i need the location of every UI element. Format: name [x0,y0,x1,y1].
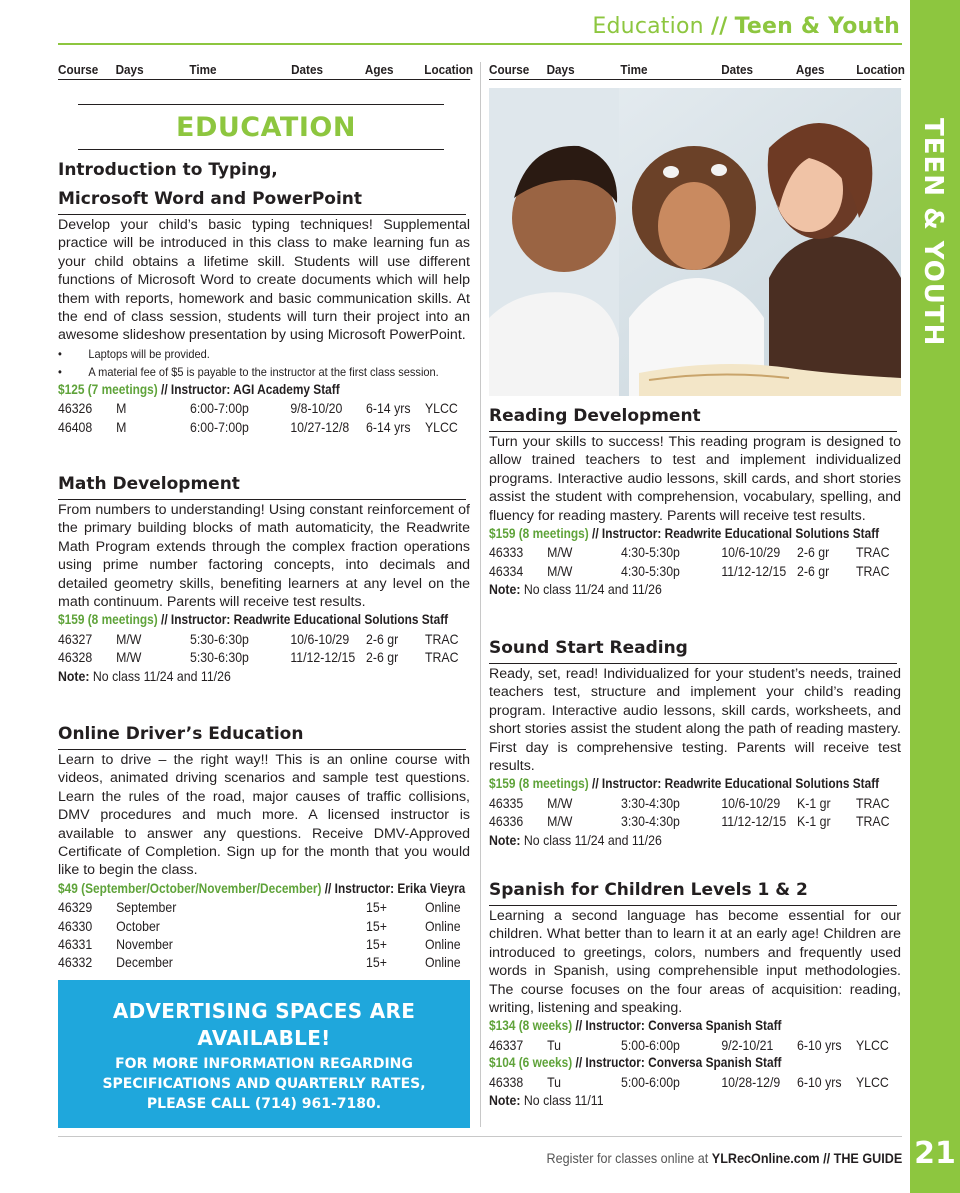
cell-course: 46337 [489,1036,524,1053]
price: $159 (8 meetings) [489,526,589,542]
photo-illustration [489,88,901,396]
column-header-right [489,62,905,80]
schedule-row [489,1073,889,1091]
schedule-row [489,543,890,561]
ad-headline-line1: ADVERTISING SPACES ARE [112,999,416,1023]
cell-time: 6:00-7:00p [190,400,249,417]
course-note [489,580,852,598]
page-footer [546,1150,902,1166]
course-title: Reading Development [489,402,897,432]
footer-rule [58,1136,902,1137]
schedule-row [489,562,890,580]
page-header [592,14,900,39]
cell-course: 46330 [58,917,93,934]
cell-location: YLCC [855,1036,889,1053]
course-sound-start [489,634,901,849]
note-label: Note: [489,831,521,848]
cell-course: 46328 [58,649,93,666]
price-line [58,880,466,898]
cell-days: September [116,899,177,916]
instructor: // Instructor: Readwrite Educational Solutions Staff [588,526,880,542]
cell-dates: 10/6-10/29 [721,794,781,811]
cell-dates: 10/28-12/9 [721,1073,781,1090]
cell-ages: 2-6 gr [797,544,830,561]
col-course: Course [58,62,99,77]
schedule-row [58,418,458,436]
cell-ages: 15+ [366,936,387,953]
course-note [489,1091,852,1109]
cell-ages: 15+ [366,917,387,934]
cell-days: M [116,418,127,435]
cell-location: TRAC [855,562,890,579]
header-subsection: Teen & Youth [734,14,900,39]
price-line [58,381,421,399]
bullet-item: • Laptops will be provided. [58,345,437,363]
cell-days: Tu [547,1073,562,1090]
cell-location: TRAC [424,630,459,647]
col-location: Location [856,62,905,77]
cell-days: December [116,954,173,971]
header-section: Education [592,14,704,39]
cell-time: 4:30-5:30p [621,544,680,561]
cell-course: 46336 [489,813,524,830]
cell-dates: 11/12-12/15 [290,649,356,666]
cell-time: 3:30-4:30p [621,813,680,830]
cell-ages: 15+ [366,899,387,916]
note-label: Note: [489,1092,521,1109]
course-driver [58,720,470,972]
cell-days: M [116,400,127,417]
col-course: Course [489,62,530,77]
col-time: Time [620,62,648,77]
cell-course: 46338 [489,1073,524,1090]
cell-time: 5:30-6:30p [190,630,249,647]
price: $159 (8 meetings) [58,612,158,628]
course-note [58,667,421,685]
cell-ages: K-1 gr [797,813,831,830]
footer-website-link[interactable]: YLRecOnline.com [711,1150,820,1166]
instructor: // Instructor: Conversa Spanish Staff [572,1055,782,1071]
cell-days: M/W [547,562,573,579]
cell-location: YLCC [855,1073,889,1090]
cell-location: TRAC [855,544,890,561]
note-text: No class 11/24 and 11/26 [520,581,662,598]
cell-ages: 6-10 yrs [797,1073,842,1090]
footer-text: Register for classes online at [546,1150,712,1166]
cell-days: M/W [547,794,573,811]
schedule-row [58,935,461,953]
column-divider [480,62,481,1127]
cell-course: 46333 [489,544,524,561]
cell-location: Online [424,917,461,934]
cell-course: 46327 [58,630,93,647]
schedule-row [489,812,890,830]
cell-ages: 2-6 gr [366,649,399,666]
instructor: // Instructor: Readwrite Educational Solutions Staff [157,612,449,628]
course-title: Math Development [58,470,466,500]
price: $125 (7 meetings) [58,381,158,397]
course-title: Introduction to Typing, [58,160,278,180]
course-description: Develop your child’s basic typing techniques! Supplemental practice will be introduced in this class to make learning fun as your child obtains a lifetime skill. Students will use different functions of Microsoft Word to create documents which will help them with reports, homework and basic communication skills. At the end of class session, students will turn their project into an awesome slideshow presentation by using Microsoft PowerPoint. [58,217,470,344]
note-text: No class 11/11 [520,1092,604,1109]
col-time: Time [189,62,217,77]
bullet-item: • A material fee of $5 is payable to the instructor at the first class session. [58,363,437,381]
cell-days: M/W [116,649,142,666]
schedule-row [58,898,461,916]
header-rule [58,43,902,45]
cell-dates: 10/27-12/8 [290,418,350,435]
cell-dates: 10/6-10/29 [290,630,350,647]
ad-subtext [58,1054,470,1114]
cell-course: 46334 [489,562,524,579]
cell-ages: 2-6 gr [797,562,830,579]
cell-location: Online [424,899,461,916]
price: $134 (8 weeks) [489,1018,573,1034]
cell-days: M/W [547,813,573,830]
cell-ages: K-1 gr [797,794,831,811]
course-description: Learning a second language has become essential for our children. What better than to learn it at an early age! Children are introduced to greetings, colors, numbers and frequently used words in Spanish, using comprehensible input methodologies. The course focuses on the four areas of acquisition: reading, writing, listening and speaking. [489,908,901,1017]
course-description: Ready, set, read! Individualized for your student’s needs, trained teachers test, structure and implement your child’s reading program. Interactive audio lessons, skill cards, worksheets, and short stories assist the student along the path of reading mastery. First day is comprehensive testing. Parents will receive test results. [489,666,901,775]
cell-dates: 10/6-10/29 [721,544,781,561]
course-description: Learn to drive – the right way!! This is an online course with videos, animated driving scenarios and sample test questions. Learn the rules of the road, major causes of traffic collisions, DMV procedures and much more. A licensed instructor is available to answer any questions. Receive DMV-Approved Certificate of Completion. Sign up for the month that you would like to begin the class. [58,752,470,879]
course-typing [58,156,470,436]
cell-course: 46329 [58,899,93,916]
price-line [489,525,880,543]
course-title: Spanish for Children Levels 1 & 2 [489,876,897,906]
course-note [489,831,852,849]
col-days: Days [115,62,144,77]
instructor: // Instructor: AGI Academy Staff [157,381,340,397]
cell-location: Online [424,936,461,953]
ad-subtext-line1: FOR MORE INFORMATION REGARDING [115,1056,413,1072]
cell-course: 46331 [58,936,93,953]
side-tab-label: TEEN & YOUTH [918,118,948,347]
schedule-row [58,648,459,666]
cell-ages: 6-14 yrs [366,418,411,435]
schedule-row [58,399,458,417]
note-label: Note: [58,667,90,684]
course-description: Turn your skills to success! This reading program is designed to allow trained teachers to test and implement individualized programs. Interactive audio lessons, skill cards, and short stories assist the student with comprehension, vocabulary, spelling, and fluency for reading mastery. Parents will receive test results. [489,434,901,524]
cell-time: 6:00-7:00p [190,418,249,435]
col-dates: Dates [721,62,754,77]
cell-days: M/W [547,544,573,561]
price-line [489,1017,852,1035]
cell-days: M/W [116,630,142,647]
education-rule-top [78,104,444,105]
cell-time: 5:30-6:30p [190,649,249,666]
price-line [489,775,880,793]
cell-days: Tu [547,1036,562,1053]
course-reading [489,402,901,599]
education-title: EDUCATION [176,112,356,143]
advertising-box [58,980,470,1128]
instructor: // Instructor: Conversa Spanish Staff [572,1018,782,1034]
cell-location: YLCC [424,418,458,435]
cell-dates: 11/12-12/15 [721,813,787,830]
cell-location: TRAC [855,794,890,811]
ad-headline-line2: AVAILABLE! [197,1026,331,1050]
note-text: No class 11/24 and 11/26 [89,667,231,684]
cell-days: October [116,917,160,934]
cell-course: 46332 [58,954,93,971]
price-line [58,611,449,629]
ad-subtext-line3: PLEASE CALL (714) 961-7180. [146,1096,382,1112]
schedule-row [489,794,890,812]
education-rule-bottom [78,149,444,150]
course-title: Online Driver’s Education [58,720,466,750]
cell-time: 5:00-6:00p [621,1036,680,1053]
cell-location: TRAC [424,649,459,666]
col-dates: Dates [291,62,323,77]
cell-time: 5:00-6:00p [621,1073,680,1090]
cell-days: November [116,936,173,953]
schedule-row [489,1036,889,1054]
cell-location: TRAC [855,813,890,830]
ad-subtext-line2: SPECIFICATIONS AND QUARTERLY RATES, [102,1076,426,1092]
cell-course: 46335 [489,794,524,811]
page-number: 21 [914,1136,956,1171]
instructor: // Instructor: Erika Vieyra [321,880,466,896]
price: $159 (8 meetings) [489,776,589,792]
classroom-photo [489,88,901,396]
course-spanish [489,876,901,1109]
cell-time: 3:30-4:30p [621,794,680,811]
column-header-left [58,62,474,80]
price-line [489,1054,852,1072]
cell-location: YLCC [424,400,458,417]
cell-ages: 15+ [366,954,387,971]
cell-dates: 11/12-12/15 [721,562,787,579]
note-label: Note: [489,581,521,598]
schedule-row [58,630,459,648]
course-description: From numbers to understanding! Using constant reinforcement of the primary building blocks of math automaticity, the Readwrite Math Program extends through the complex fraction operations using prime number factoring concepts, into decimals and detailed geometry skills, benefiting learners at any level on the math continuum. Parents will receive test results. [58,502,470,611]
schedule-row [58,917,461,935]
instructor: // Instructor: Readwrite Educational Solutions Staff [588,776,880,792]
course-title-line2: Microsoft Word and PowerPoint [58,185,466,215]
course-math [58,470,470,685]
cell-course: 46408 [58,418,93,435]
footer-guide: // THE GUIDE [819,1150,902,1166]
cell-location: Online [424,954,461,971]
cell-ages: 6-14 yrs [366,400,411,417]
cell-ages: 6-10 yrs [797,1036,842,1053]
cell-dates: 9/8-10/20 [290,400,343,417]
cell-time: 4:30-5:30p [621,562,680,579]
cell-dates: 9/2-10/21 [721,1036,774,1053]
course-title: Sound Start Reading [489,634,897,664]
cell-course: 46326 [58,400,93,417]
bullet-list [58,345,470,381]
schedule-row [58,953,461,971]
col-days: Days [546,62,575,77]
price: $104 (6 weeks) [489,1055,573,1071]
col-location: Location [424,62,474,77]
cell-ages: 2-6 gr [366,630,399,647]
note-text: No class 11/24 and 11/26 [520,831,662,848]
col-ages: Ages [795,62,825,77]
price: $49 (September/October/November/December) [58,880,322,896]
col-ages: Ages [364,62,394,77]
header-separator: // [710,14,728,39]
ad-headline [58,998,470,1052]
